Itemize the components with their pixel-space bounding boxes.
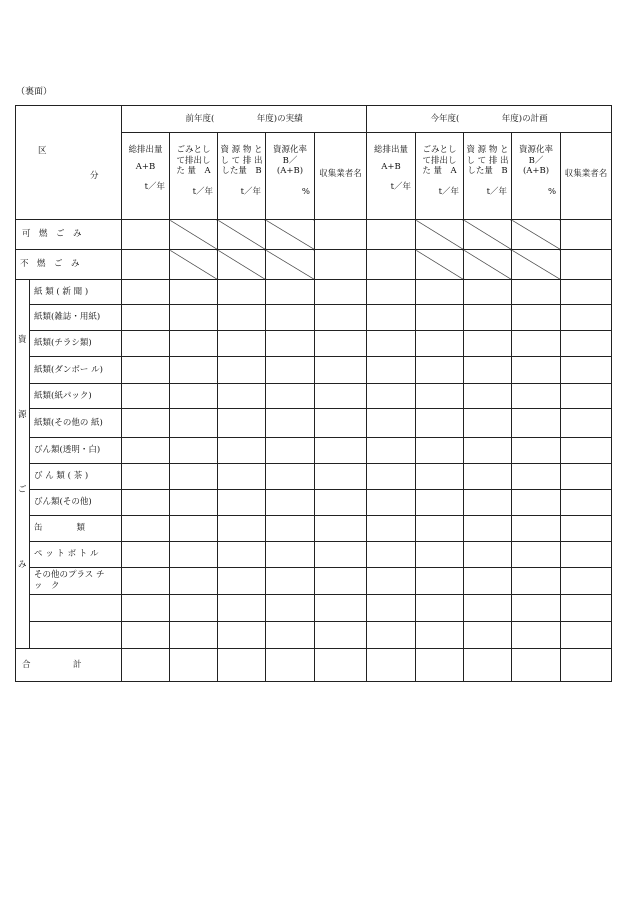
input-cell[interactable] [416, 438, 464, 464]
col-total-unit: t／年 [390, 182, 412, 193]
input-cell[interactable] [512, 331, 561, 357]
input-cell[interactable] [170, 649, 218, 682]
slashed-cell [218, 220, 266, 250]
input-cell[interactable] [464, 568, 512, 595]
input-cell[interactable] [122, 568, 170, 595]
input-cell[interactable] [315, 516, 367, 542]
col-collector-label: 収集業者名 [564, 169, 608, 179]
input-cell[interactable] [367, 438, 416, 464]
input-cell[interactable] [170, 595, 218, 622]
input-cell[interactable] [266, 357, 315, 384]
input-cell[interactable] [561, 331, 612, 357]
input-cell[interactable] [367, 357, 416, 384]
col-rate-label-1: 資源化率 [519, 145, 554, 155]
input-cell[interactable] [512, 409, 561, 438]
input-cell[interactable] [315, 384, 367, 409]
resource-item-label: 紙類(ダンボー ル) [34, 364, 103, 375]
row-label-nonburnable [16, 250, 122, 280]
resource-item-label: 紙類(紙パック) [34, 390, 92, 401]
input-cell[interactable] [367, 568, 416, 595]
input-cell[interactable] [512, 384, 561, 409]
resource-side-char: 資 [18, 335, 27, 345]
input-cell[interactable] [315, 250, 367, 280]
col-resource-label-1: 資 源 物 と [466, 145, 509, 155]
input-cell[interactable] [122, 622, 170, 649]
col-garbage-this [416, 133, 464, 220]
input-cell[interactable] [122, 516, 170, 542]
input-cell[interactable] [561, 464, 612, 490]
input-cell[interactable] [512, 542, 561, 568]
input-cell[interactable] [218, 622, 266, 649]
input-cell[interactable] [367, 542, 416, 568]
input-cell[interactable] [122, 542, 170, 568]
input-cell[interactable] [416, 464, 464, 490]
input-cell[interactable] [512, 622, 561, 649]
col-collector-this [561, 133, 612, 220]
input-cell[interactable] [464, 542, 512, 568]
input-cell[interactable] [464, 305, 512, 331]
total-label: 合 計 [22, 659, 82, 670]
input-cell[interactable] [512, 516, 561, 542]
resource-item-label: びん類(その他) [34, 497, 92, 508]
resource-item-label-cell [30, 384, 122, 409]
resource-item-label-cell [30, 595, 122, 622]
resource-item-label: びん類(透明・白) [34, 445, 101, 456]
resource-row [16, 331, 612, 357]
input-cell[interactable] [218, 568, 266, 595]
resource-row [16, 622, 612, 649]
input-cell[interactable] [464, 357, 512, 384]
input-cell[interactable] [367, 220, 416, 250]
slashed-cell [170, 220, 218, 250]
input-cell[interactable] [367, 250, 416, 280]
input-cell[interactable] [315, 622, 367, 649]
input-cell[interactable] [416, 331, 464, 357]
input-cell[interactable] [561, 490, 612, 516]
slashed-cell [266, 220, 315, 250]
col-resource-label-2: し て 排 出 [220, 155, 263, 166]
input-cell[interactable] [266, 568, 315, 595]
input-cell[interactable] [218, 438, 266, 464]
input-cell[interactable] [416, 568, 464, 595]
input-cell[interactable] [416, 357, 464, 384]
slashed-cell [464, 220, 512, 250]
input-cell[interactable] [315, 280, 367, 305]
resource-item-label: び ん 類 ( 茶 ) [34, 471, 89, 482]
input-cell[interactable] [315, 220, 367, 250]
input-cell[interactable] [512, 568, 561, 595]
input-cell[interactable] [218, 409, 266, 438]
col-rate-prev [266, 133, 315, 220]
input-cell[interactable] [367, 516, 416, 542]
input-cell[interactable] [218, 516, 266, 542]
slashed-cell [464, 250, 512, 280]
input-cell[interactable] [561, 250, 612, 280]
input-cell[interactable] [122, 464, 170, 490]
input-cell[interactable] [122, 595, 170, 622]
resource-row [16, 595, 612, 622]
input-cell[interactable] [315, 649, 367, 682]
col-resource-label-3: した量 B [467, 166, 508, 177]
input-cell[interactable] [218, 542, 266, 568]
slashed-cell [170, 250, 218, 280]
input-cell[interactable] [266, 384, 315, 409]
input-cell[interactable] [561, 542, 612, 568]
input-cell[interactable] [367, 384, 416, 409]
input-cell[interactable] [170, 542, 218, 568]
input-cell[interactable] [512, 490, 561, 516]
row-total [16, 649, 612, 682]
input-cell[interactable] [218, 280, 266, 305]
input-cell[interactable] [416, 280, 464, 305]
col-garbage-label-2: て排出し [422, 155, 457, 166]
resource-item-label: 紙 類 ( 新 聞 ) [34, 286, 89, 297]
input-cell[interactable] [464, 595, 512, 622]
input-cell[interactable] [367, 649, 416, 682]
input-cell[interactable] [464, 409, 512, 438]
col-total-prev [122, 133, 170, 220]
input-cell[interactable] [122, 649, 170, 682]
col-garbage-label-2: て排出し [176, 155, 211, 166]
resource-item-label: 缶 類 [34, 523, 86, 534]
col-garbage-prev [170, 133, 218, 220]
col-collector-prev [315, 133, 367, 220]
resource-row [16, 384, 612, 409]
resource-row [16, 542, 612, 568]
resource-item-label-cell [30, 516, 122, 542]
input-cell[interactable] [122, 438, 170, 464]
input-cell[interactable] [561, 280, 612, 305]
input-cell[interactable] [122, 357, 170, 384]
input-cell[interactable] [218, 649, 266, 682]
input-cell[interactable] [367, 595, 416, 622]
input-cell[interactable] [170, 357, 218, 384]
col-total-this [367, 133, 416, 220]
input-cell[interactable] [218, 331, 266, 357]
input-cell[interactable] [315, 409, 367, 438]
input-cell[interactable] [512, 280, 561, 305]
col-total-unit: t／年 [144, 182, 165, 193]
input-cell[interactable] [367, 490, 416, 516]
col-rate-unit: % [301, 186, 310, 197]
slashed-cell [416, 220, 464, 250]
input-cell[interactable] [266, 490, 315, 516]
resource-row [16, 409, 612, 438]
input-cell[interactable] [367, 409, 416, 438]
input-cell[interactable] [416, 516, 464, 542]
resource-rows [16, 280, 612, 649]
col-rate-label-3: (A+B) [276, 166, 304, 177]
input-cell[interactable] [315, 595, 367, 622]
input-cell[interactable] [315, 490, 367, 516]
col-garbage-label-3: た 量 A [422, 166, 457, 177]
col-resource-label-3: した量 B [221, 166, 262, 177]
resource-row [16, 438, 612, 464]
input-cell[interactable] [218, 357, 266, 384]
input-cell[interactable] [416, 542, 464, 568]
input-cell[interactable] [170, 384, 218, 409]
input-cell[interactable] [416, 649, 464, 682]
resource-item-label-cell [30, 490, 122, 516]
input-cell[interactable] [416, 305, 464, 331]
resource-row [16, 280, 612, 305]
input-cell[interactable] [416, 384, 464, 409]
slashed-cell [512, 250, 561, 280]
input-cell[interactable] [561, 220, 612, 250]
kubun-label-2: 分 [90, 171, 99, 181]
col-rate-label-2: B／ [528, 155, 544, 166]
input-cell[interactable] [416, 409, 464, 438]
input-cell[interactable] [170, 331, 218, 357]
col-garbage-label-1: ごみとし [176, 145, 211, 155]
this-year-header: 今年度( 年度)の計画 [367, 106, 612, 133]
nonburnable-label: 不 燃 ご み [20, 259, 80, 270]
col-resource-prev [218, 133, 266, 220]
kubun-header-cell [16, 106, 122, 220]
input-cell[interactable] [266, 649, 315, 682]
input-cell[interactable] [315, 331, 367, 357]
input-cell[interactable] [315, 438, 367, 464]
input-cell[interactable] [561, 305, 612, 331]
input-cell[interactable] [315, 305, 367, 331]
col-rate-label-1: 資源化率 [272, 145, 307, 155]
resource-item-label-cell [30, 568, 122, 595]
input-cell[interactable] [122, 384, 170, 409]
input-cell[interactable] [512, 438, 561, 464]
input-cell[interactable] [266, 280, 315, 305]
col-garbage-unit: t／年 [192, 186, 213, 197]
resource-row [16, 516, 612, 542]
input-cell[interactable] [315, 542, 367, 568]
input-cell[interactable] [218, 384, 266, 409]
input-cell[interactable] [122, 305, 170, 331]
resource-side-char: み [18, 560, 27, 570]
resource-item-label-cell [30, 280, 122, 305]
input-cell[interactable] [561, 409, 612, 438]
input-cell[interactable] [170, 280, 218, 305]
input-cell[interactable] [218, 464, 266, 490]
row-label-total [16, 649, 122, 682]
input-cell[interactable] [561, 595, 612, 622]
input-cell[interactable] [416, 622, 464, 649]
input-cell[interactable] [218, 595, 266, 622]
waste-report-table [15, 105, 612, 682]
col-garbage-label-3: た 量 A [176, 166, 211, 177]
resource-item-label-cell [30, 331, 122, 357]
input-cell[interactable] [367, 622, 416, 649]
input-cell[interactable] [561, 384, 612, 409]
input-cell[interactable] [122, 409, 170, 438]
col-rate-this [512, 133, 561, 220]
input-cell[interactable] [464, 331, 512, 357]
input-cell[interactable] [512, 595, 561, 622]
col-resource-label-1: 資 源 物 と [220, 145, 263, 155]
input-cell[interactable] [266, 464, 315, 490]
input-cell[interactable] [122, 220, 170, 250]
input-cell[interactable] [464, 280, 512, 305]
input-cell[interactable] [561, 516, 612, 542]
slashed-cell [266, 250, 315, 280]
resource-row [16, 305, 612, 331]
resource-item-label-cell [30, 305, 122, 331]
input-cell[interactable] [170, 622, 218, 649]
input-cell[interactable] [315, 357, 367, 384]
input-cell[interactable] [315, 464, 367, 490]
input-cell[interactable] [266, 595, 315, 622]
col-garbage-unit: t／年 [438, 186, 460, 197]
input-cell[interactable] [170, 490, 218, 516]
col-resource-label-2: し て 排 出 [466, 155, 509, 166]
input-cell[interactable] [122, 490, 170, 516]
col-total-formula: A+B [381, 161, 401, 172]
resource-side-label [16, 280, 30, 649]
resource-item-label-cell [30, 464, 122, 490]
col-garbage-label-1: ごみとし [422, 145, 457, 155]
col-total-formula: A+B [135, 161, 156, 172]
input-cell[interactable] [170, 464, 218, 490]
col-resource-this [464, 133, 512, 220]
input-cell[interactable] [561, 438, 612, 464]
input-cell[interactable] [367, 331, 416, 357]
input-cell[interactable] [266, 622, 315, 649]
input-cell[interactable] [170, 516, 218, 542]
input-cell[interactable] [464, 438, 512, 464]
input-cell[interactable] [367, 280, 416, 305]
burnable-label: 可 燃 ご み [22, 229, 82, 240]
input-cell[interactable] [266, 542, 315, 568]
col-collector-label: 収集業者名 [319, 169, 362, 179]
resource-side-char: 源 [18, 410, 27, 420]
input-cell[interactable] [416, 490, 464, 516]
input-cell[interactable] [266, 516, 315, 542]
resource-row [16, 490, 612, 516]
slashed-cell [218, 250, 266, 280]
input-cell[interactable] [561, 568, 612, 595]
input-cell[interactable] [367, 464, 416, 490]
input-cell[interactable] [561, 622, 612, 649]
col-resource-unit: t／年 [486, 186, 508, 197]
input-cell[interactable] [512, 357, 561, 384]
input-cell[interactable] [464, 490, 512, 516]
slashed-cell [416, 250, 464, 280]
input-cell[interactable] [170, 568, 218, 595]
resource-item-label-cell [30, 622, 122, 649]
col-resource-unit: t／年 [240, 186, 261, 197]
col-rate-label-2: B／ [282, 155, 298, 166]
input-cell[interactable] [266, 438, 315, 464]
input-cell[interactable] [464, 516, 512, 542]
resource-item-label: ペ ッ ト ボ ト ル [34, 549, 99, 560]
input-cell[interactable] [218, 305, 266, 331]
input-cell[interactable] [122, 331, 170, 357]
resource-row [16, 357, 612, 384]
input-cell[interactable] [512, 649, 561, 682]
kubun-label-1: 区 [38, 146, 47, 156]
resource-item-label: 紙類(雑誌・用紙) [34, 312, 101, 323]
col-rate-unit: % [547, 186, 557, 197]
resource-item-label-cell [30, 438, 122, 464]
input-cell[interactable] [512, 464, 561, 490]
row-label-burnable [16, 220, 122, 250]
input-cell[interactable] [464, 384, 512, 409]
input-cell[interactable] [170, 438, 218, 464]
input-cell[interactable] [218, 490, 266, 516]
resource-side-char: ご [18, 485, 27, 495]
input-cell[interactable] [512, 305, 561, 331]
input-cell[interactable] [266, 409, 315, 438]
resource-item-label-cell [30, 357, 122, 384]
resource-row [16, 568, 612, 595]
input-cell[interactable] [367, 305, 416, 331]
input-cell[interactable] [266, 305, 315, 331]
input-cell[interactable] [315, 568, 367, 595]
row-nonburnable [16, 250, 612, 280]
input-cell[interactable] [170, 305, 218, 331]
input-cell[interactable] [266, 331, 315, 357]
resource-item-label-cell [30, 409, 122, 438]
input-cell[interactable] [561, 649, 612, 682]
input-cell[interactable] [464, 649, 512, 682]
col-total-label: 総排出量 [128, 145, 163, 155]
resource-item-label-cell [30, 542, 122, 568]
back-side-label: （裏面） [16, 87, 53, 97]
input-cell[interactable] [464, 464, 512, 490]
resource-item-label: その他のプラス チ ッ ク [34, 570, 113, 591]
col-rate-label-3: (A+B) [522, 166, 550, 177]
input-cell[interactable] [122, 250, 170, 280]
input-cell[interactable] [464, 622, 512, 649]
input-cell[interactable] [170, 409, 218, 438]
prev-year-header: 前年度( 年度)の実績 [122, 106, 367, 133]
resource-item-label: 紙類(チラシ類) [34, 338, 92, 349]
col-total-label: 総排出量 [374, 145, 409, 155]
row-burnable [16, 220, 612, 250]
resource-item-label: 紙類(その他の 紙) [34, 417, 103, 428]
input-cell[interactable] [122, 280, 170, 305]
input-cell[interactable] [561, 357, 612, 384]
slashed-cell [512, 220, 561, 250]
resource-row [16, 464, 612, 490]
input-cell[interactable] [416, 595, 464, 622]
